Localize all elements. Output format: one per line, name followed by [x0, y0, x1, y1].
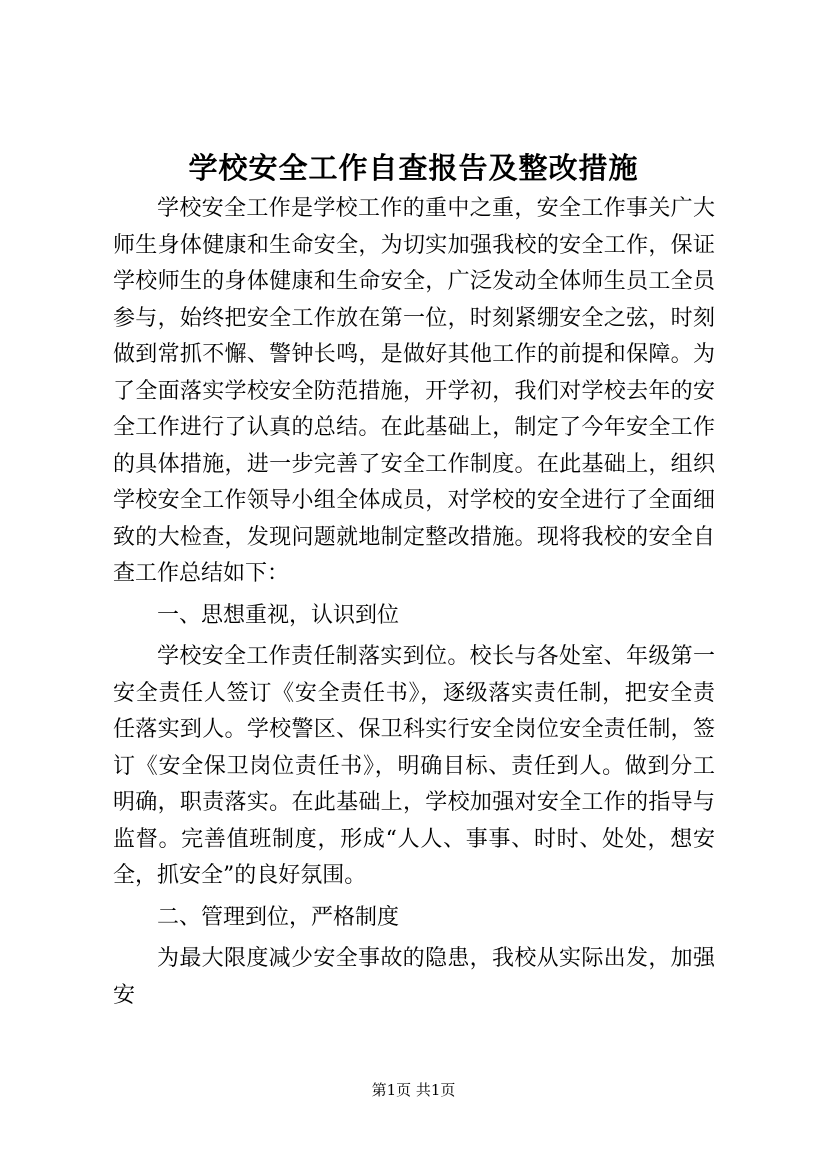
page-footer: 第1页 共1页 — [371, 1081, 456, 1099]
section-heading-1: 一、思想重视，认识到位 — [157, 602, 400, 628]
document-body — [113, 191, 715, 1014]
section-2-paragraph: 为最大限度减少安全事故的隐患，我校从实际出发，加强安 — [113, 946, 715, 1008]
section-1-paragraph: 学校安全工作责任制落实到位。校长与各处室、年级第一安全责任人签订《安全责任书》，逐级落实责任制，把安全责任落实到人。学校警区、保卫科实行安全岗位安全责任制，签订《安全保卫岗位责任书》，明确目标、责任到人。做到分工明确，职责落实。在此基础上，学校加强对安全工作的指导与监督。完善值班制度，形成“人人、事事、时时、处处，想安全，抓安全”的良好氛围。 — [113, 644, 715, 888]
section-heading-2: 二、管理到位，严格制度 — [157, 904, 400, 930]
document-title: 学校安全工作自查报告及整改措施 — [188, 151, 639, 185]
intro-paragraph: 学校安全工作是学校工作的重中之重，安全工作事关广大师生身体健康和生命安全，为切实加强我校的安全工作，保证学校师生的身体健康和生命安全，广泛发动全体师生员工全员参与，始终把安全工作放在第一位，时刻紧绷安全之弦，时刻做到常抓不懈、警钟长鸣，是做好其他工作的前提和保障。为了全面落实学校安全防范措施，开学初，我们对学校去年的安全工作进行了认真的总结。在此基础上，制定了今年安全工作的具体措施，进一步完善了安全工作制度。在此基础上，组织学校安全工作领导小组全体成员，对学校的安全进行了全面细致的大检查，发现问题就地制定整改措施。现将我校的安全自查工作总结如下： — [113, 196, 715, 586]
